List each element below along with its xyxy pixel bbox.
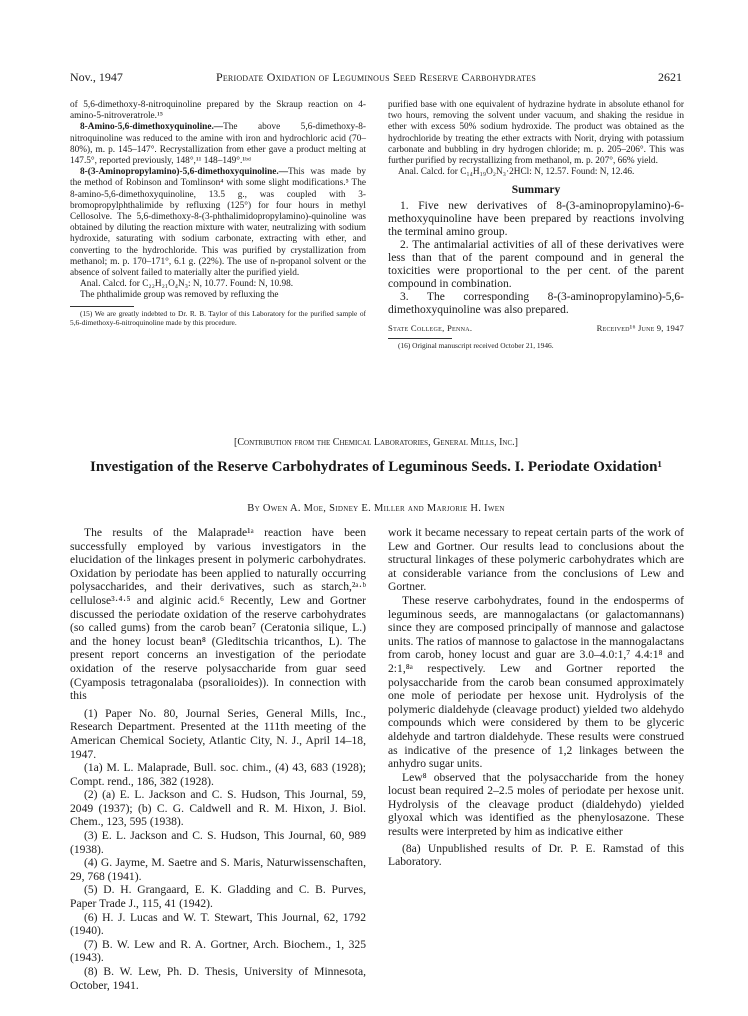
footnote-block (70, 707, 366, 992)
footnote-rule (70, 306, 134, 307)
summary-item: 2. The antimalarial activities of all of these derivatives were less than that of the parent compound and in general the toxicities were proportional to the per cent. of the parent compound in combination. (388, 239, 684, 291)
received-date: Received¹⁶ June 9, 1947 (596, 323, 684, 334)
footnote-block (70, 309, 366, 327)
footnote-block (388, 341, 684, 350)
footnote: (8a) Unpublished results of Dr. P. E. Ramstad of this Laboratory. (388, 841, 684, 869)
footnote: (5) D. H. Grangaard, E. K. Gladding and C. B. Purves, Paper Trade J., 115, 41 (1942). (70, 883, 366, 911)
paragraph: Lew⁸ observed that the polysaccharide from the honey locust bean required 2–2.5 moles of periodate per hexose unit. Hydrolysis of the cleavage product (dialdehydo) yielded glyoxal which was identified as the phenylosazone. These results were interpreted by him as indicative either (388, 770, 684, 839)
affiliation-row (388, 323, 684, 334)
summary-item: 1. Five new derivatives of 8-(3-aminopropylamino)-6-methoxyquinoline have been prepared by reactions involving the terminal amino group. (388, 200, 684, 239)
running-header (70, 70, 682, 84)
paragraph-text: This was made by the method of Robinson and Tomlinson⁴ with some slight modifications.⁵ The 8-amino-5,6-dimethoxyquinoline, 13.5 g., was coupled with 3-bromopropylphthalimide by refluxing (125°) for four hours in methyl Cellosolve. The 5,6-dimethoxy-8-(3-phthalimidopropylamino)-quinoline was obtained by diluting the reaction mixture with water, neutralizing with sodium hydroxide, saturating with sodium carbonate, extracting with ether, and converting to the hydrochloride. This was purified by crystallization from methanol; m. p. 170–171°, 6.1 g. (22%). The use of n-propanol solvent or the absence of solvent failed to materially alter the purified yield. (70, 167, 366, 279)
section-heading: 8-Amino-5,6-dimethoxyquinoline.— (80, 122, 224, 133)
page-number: 2621 (658, 70, 682, 84)
contribution-line: [Contribution from the Chemical Laboratories, General Mills, Inc.] (234, 437, 518, 448)
paragraph-text: The above 5,6-dimethoxy-8-nitroquinoline was reduced to the amine with iron and hydrochloric acid (70–80%), m. p. 145–147°. Recrystallization from ether gave a product melting at 147.5°, reported previously, 148°,¹¹ 148–149°.¹ᵇᵈ (70, 122, 366, 167)
paragraph: The results of the Malaprade¹ᵃ reaction have been successfully employed by various investigators in the elucidation of the linkages present in polymeric carbohydrates. Oxidation by periodate has been applied to naturally occurring polysaccharides, and their derivatives, such as starch,²ᵃ·ᵇ cellulose³·⁴·⁵ and alginic acid.⁶ Recently, Lew and Gortner discussed the periodate oxidation of the reserve carbohydrates (so called gums) from the carob bean⁷ (Ceratonia silique, L.) and the honey locust bean⁸ (Gleditschia tricanthos, L). The present report concerns an investigation of the periodate oxidation of the reserve polysaccharide from guar seed (Cyamposis tetragonalaba (psoralioides)). In connection with this (70, 526, 366, 703)
summary (388, 200, 684, 317)
summary-heading: Summary (511, 184, 561, 197)
bottom-left-column (70, 526, 366, 992)
paragraph: These reserve carbohydrates, found in the endosperms of leguminous seeds, are mannogalactans (or galactomannans) since they are composed principally of mannose and galactose units. The ratios of mannose to galactose in the mannogalactans from carob, honey locust and guar are 3.0–4.0:1,⁷ 4.4:1⁸ and 2:1,⁸ᵃ respectively. Lew and Gortner reported the polysaccharide from the carob bean consumed approximately one mole of periodate per hexose unit. Hydrolysis of the polymeric dialdehyde (cleavage product) yielded two aldehydo compounds which were considered by them to be glyceric aldehyde and tartron dialdehyde. These results were construed as indicative of the presence of 1,2 linkages between the anhydro sugar units. (388, 593, 684, 771)
footnote: (15) We are greatly indebted to Dr. R. B. Taylor of this Laboratory for the purified sample of 5,6-dimethoxy-6-nitroquinoline made by this procedure. (70, 308, 366, 327)
top-left-column (70, 100, 366, 327)
footnote: (4) G. Jayme, M. Saetre and S. Maris, Naturwissenschaften, 29, 768 (1941). (70, 856, 366, 883)
analysis-line: Anal. Calcd. for C₁₄H₁₉O₂N₃·2HCl: N, 12.57. Found: N, 12.46. (398, 167, 635, 178)
footnote-block (388, 842, 684, 869)
top-right-column (388, 100, 684, 350)
paragraph: of 5,6-dimethoxy-8-nitroquinoline prepared by the Skraup reaction on 4-amino-5-nitroveratrole.¹⁵ (70, 100, 366, 122)
analysis-line: Anal. Calcd. for C₂₂H₂₁O₄N₃: N, 10.77. Found: N, 10.98. (80, 279, 294, 290)
footnote-rule (388, 338, 452, 339)
issue-date: Nov., 1947 (70, 70, 123, 84)
footnote: (16) Original manuscript received October 21, 1946. (398, 341, 554, 351)
running-title: Periodate Oxidation of Leguminous Seed Reserve Carbohydrates (215, 70, 537, 84)
paragraph (70, 122, 366, 167)
paragraph: work it became necessary to repeat certain parts of the work of Lew and Gortner. Our results lead to conclusions about the structural linkages of these polymeric carbohydrates which are at considerable variance from the conclusions of Lew and Gortner. (388, 526, 684, 594)
paragraph (70, 167, 366, 279)
footnote: (7) B. W. Lew and R. A. Gortner, Arch. Biochem., 1, 325 (1943). (70, 937, 366, 965)
paragraph: The phthalimide group was removed by refluxing the (80, 290, 279, 301)
footnote: (1) Paper No. 80, Journal Series, General Mills, Inc., Research Department. Presented at the 111th meeting of the American Chemical Society, Atlantic City, N. J., April 14–18, 1947. (70, 706, 366, 761)
authors-line: By Owen A. Moe, Sidney E. Miller and Marjorie H. Iwen (247, 503, 505, 514)
summary-item: 3. The corresponding 8-(3-aminopropylamino)-5,6-dimethoxyquinoline was also prepared. (388, 291, 684, 317)
paragraph: purified base with one equivalent of hydrazine hydrate in absolute ethanol for two hours, removing the solvent under vacuum, and shaking the residue in ether with excess 50% sodium hydroxide. The product was obtained as the hydrochloride by treating the ether extracts with Norit, drying with potassium carbonate and bubbling in dry hydrogen chloride; m. p. 205–206°. This was further purified by recrystallizing from methanol, m. p. 207°, 66% yield. (388, 100, 684, 167)
footnote: (2) (a) E. L. Jackson and C. S. Hudson, This Journal, 59, 2049 (1937); (b) C. G. Caldwell and R. M. Hixon, J. Biol. Chem., 123, 595 (1938). (70, 788, 366, 829)
footnote: (1a) M. L. Malaprade, Bull. soc. chim., (4) 43, 683 (1928); Compt. rend., 186, 382 (1928). (70, 761, 366, 788)
footnote: (6) H. J. Lucas and W. T. Stewart, This Journal, 62, 1792 (1940). (70, 910, 366, 938)
section-heading: 8-(3-Aminopropylamino)-5,6-dimethoxyquinoline.— (80, 167, 288, 178)
footnote: (8) B. W. Lew, Ph. D. Thesis, University of Minnesota, October, 1941. (70, 965, 366, 992)
article-title: Investigation of the Reserve Carbohydrates of Leguminous Seeds. I. Periodate Oxidation¹ (90, 459, 662, 475)
bottom-right-column (388, 526, 684, 869)
affiliation: State College, Penna. (388, 323, 473, 334)
footnote: (3) E. L. Jackson and C. S. Hudson, This Journal, 60, 989 (1938). (70, 829, 366, 856)
